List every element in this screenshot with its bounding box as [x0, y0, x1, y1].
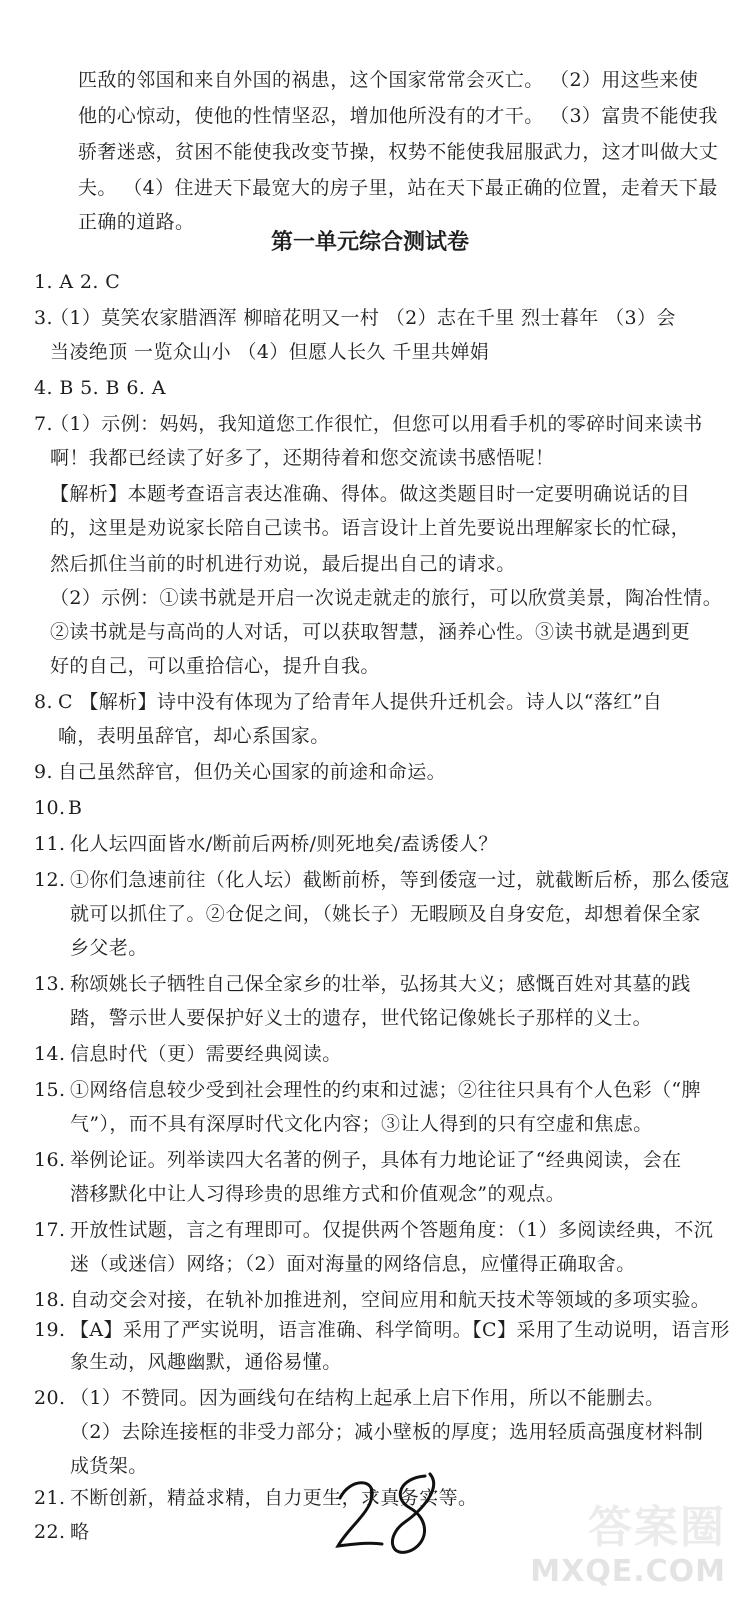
answer-14-line-1: 信息时代（更）需要经典阅读。 — [70, 1043, 342, 1065]
watermark-url: MXQE.COM — [530, 1554, 726, 1589]
answer-16-line-2: 潜移默化中让人习得珍贵的思维方式和价值观念”的观点。 — [70, 1183, 566, 1205]
intro-line-3: 骄奢迷惑，贫困不能使我改变节操，权势不能使我屈服武力，这才叫做大丈 — [78, 141, 719, 163]
answer-11-line-1: 化人坛四面皆水/断前后两桥/则死地矣/盍诱倭人？ — [70, 833, 498, 855]
answer-22-line-1: 略 — [70, 1521, 90, 1543]
handwritten-page-number — [330, 1458, 450, 1568]
answer-19-line-1: 【A】采用了严实说明，语言准确、科学简明。【C】采用了生动说明，语言形 — [70, 1319, 730, 1341]
answer-8-line-2: 喻，表明虽辞官，却心系国家。 — [58, 725, 330, 747]
answer-20-line-1: （1）不赞同。因为画线句在结构上起承上启下作用，所以不能删去。 — [70, 1387, 665, 1409]
answer-8-number: 8. — [34, 691, 53, 713]
intro-line-5: 正确的道路。 — [78, 211, 195, 233]
answer-7-line-5: 然后抓住当前的时机进行劝说，最后提出自己的请求。 — [50, 553, 516, 575]
answer-10-number: 10. — [34, 797, 66, 819]
answer-19-number: 19. — [34, 1319, 66, 1341]
answer-7-line-4: 的，这里是劝说家长陪自己读书。语言设计上首先要说出理解家长的忙碌， — [50, 517, 691, 539]
answer-17-line-1: 开放性试题，言之有理即可。仅提供两个答题角度：（1）多阅读经典，不沉 — [70, 1219, 714, 1241]
answer-20-line-2: （2）去除连接框的非受力部分；减小壁板的厚度；选用轻质高强度材料制 — [70, 1421, 704, 1443]
answer-7-line-7: ②读书就是与高尚的人对话，可以获取智慧，涵养心性。③读书就是遇到更 — [50, 621, 691, 643]
watermark — [494, 1485, 734, 1595]
intro-line-2: 他的心惊动，使他的性情坚忍，增加他所没有的才干。 （3）富贵不能使我 — [78, 105, 718, 127]
answer-22-number-visible: 22. — [34, 1521, 66, 1543]
answer-9-line-1: 自己虽然辞官，但仍关心国家的前途和命运。 — [58, 761, 447, 783]
watermark-logo: 答案圈 — [588, 1502, 726, 1553]
answer-7-line-2: 啊！我都已经读了好多了，还期待着和您交流读书感悟呢！ — [50, 447, 555, 469]
answer-1-2: 1. A 2. C — [34, 271, 121, 293]
answer-15-line-2: 气”），而不具有深厚时代文化内容；③让人得到的只有空虚和焦虑。 — [70, 1113, 653, 1135]
intro-line-1: 匹敌的邻国和来自外国的祸患，这个国家常常会灭亡。 （2）用这些来使 — [78, 69, 699, 91]
answer-18-number: 18. — [34, 1289, 66, 1311]
intro-line-4: 夫。 （4）住进天下最宽大的房子里，站在天下最正确的位置，走着天下最 — [78, 177, 718, 199]
answer-13-line-1: 称颂姚长子牺牲自己保全家乡的壮举，弘扬其大义；感慨百姓对其墓的践 — [70, 973, 691, 995]
answer-10-line-1: B — [68, 797, 83, 819]
answer-15-line-1: ①网络信息较少受到社会理性的约束和过滤；②往往只具有个人色彩（“脾 — [70, 1079, 701, 1101]
answer-7-line-6: （2）示例：①读书就是开启一次说走就走的旅行，可以欣赏美景，陶冶性情。 — [50, 587, 723, 609]
answer-12-line-2: 就可以抓住了。②仓促之间，（姚长子）无暇顾及自身安危，却想着保全家 — [70, 903, 701, 925]
answer-15-number: 15. — [34, 1079, 66, 1101]
answer-19-line-2: 象生动，风趣幽默，通俗易懂。 — [70, 1351, 342, 1373]
answer-13-line-2: 踏，警示世人要保护好义士的遗存，世代铭记像姚长子那样的义士。 — [70, 1007, 653, 1029]
answer-17-number: 17. — [34, 1219, 66, 1241]
answer-12-line-1: ①你们急速前往（化人坛）截断前桥，等到倭寇一过，就截断后桥，那么倭寇 — [70, 869, 730, 891]
answer-3-line-1: （1）莫笑农家腊酒浑 柳暗花明又一村 （2）志在千里 烈士暮年 （3）会 — [50, 307, 676, 329]
answer-9-number: 9. — [34, 761, 53, 783]
answer-7-number: 7. — [34, 413, 53, 435]
answer-3-line-2: 当凌绝顶 一览众山小 （4）但愿人长久 千里共婵娟 — [50, 341, 490, 363]
answer-21-number: 21. — [34, 1487, 66, 1509]
answer-16-number: 16. — [34, 1149, 66, 1171]
section-title: 第一单元综合测试卷 — [270, 230, 469, 255]
answer-7-line-8: 好的自己，可以重拾信心，提升自我。 — [50, 655, 380, 677]
answer-17-line-2: 迷（或迷信）网络；（2）面对海量的网络信息，应懂得正确取舍。 — [70, 1253, 636, 1275]
answer-20-line-3: 成货架。 — [70, 1455, 148, 1477]
answer-7-line-1: （1）示例：妈妈，我知道您工作很忙，但您可以用看手机的零碎时间来读书 — [50, 413, 703, 435]
answer-12-number: 12. — [34, 869, 66, 891]
answer-16-line-1: 举例论证。列举读四大名著的例子，具体有力地论证了“经典阅读，会在 — [70, 1149, 682, 1171]
answer-7-line-3: 【解析】本题考查语言表达准确、得体。做这类题目时一定要明确说话的目 — [50, 483, 691, 505]
answer-14-number: 14. — [34, 1043, 66, 1065]
answer-18-line-1: 自动交会对接，在轨补加推进剂，空间应用和航天技术等领域的多项实验。 — [70, 1289, 711, 1311]
answer-21-line-1: 不断创新，精益求精，自力更生，求真务实等。 — [70, 1487, 478, 1509]
answer-11-number: 11. — [34, 833, 66, 855]
answer-20-number: 20. — [34, 1387, 66, 1409]
answer-12-line-3: 乡父老。 — [70, 937, 148, 959]
answer-13-number: 13. — [34, 973, 66, 995]
answer-4-6: 4. B 5. B 6. A — [34, 377, 166, 399]
answer-8-line-1: C 【解析】诗中没有体现为了给青年人提供升迁机会。诗人以“落红”自 — [58, 691, 663, 713]
answer-3-number: 3. — [34, 307, 53, 329]
